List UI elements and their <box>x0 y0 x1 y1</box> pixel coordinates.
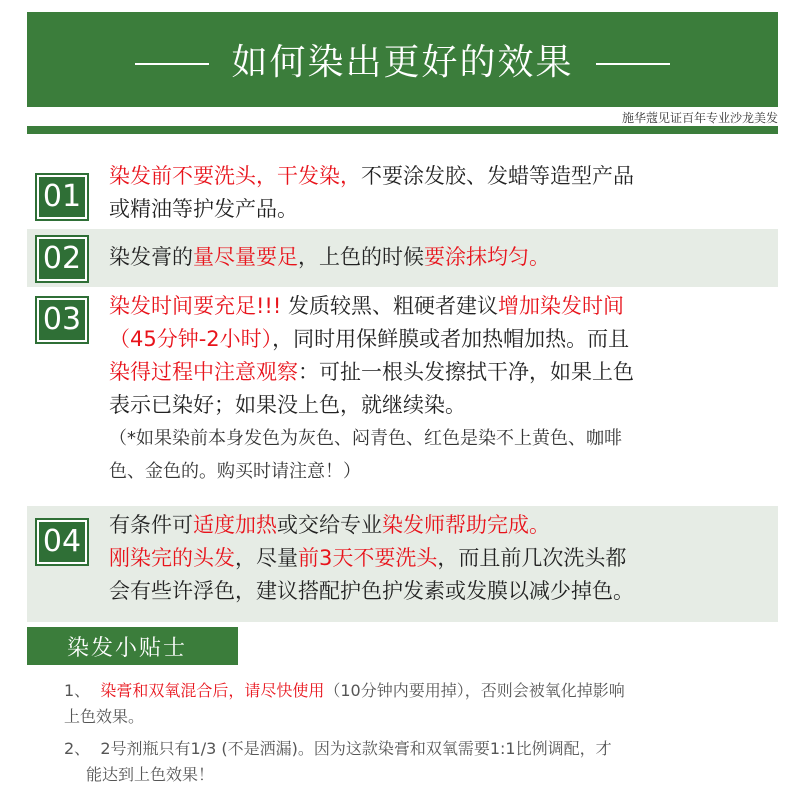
highlight-text: （45分钟-2小时） <box>109 327 273 351</box>
tip-line <box>64 736 774 762</box>
body-text: ，同时用保鲜膜或者加热帽加热。而且 <box>272 327 630 351</box>
body-text: 或交给专业 <box>277 513 382 537</box>
page-title <box>113 34 691 85</box>
body-text: ：可扯一根头发擦拭干净，如果上色 <box>298 360 634 384</box>
tip-text: 2号剂瓶只有1/3 (不是洒漏)。因为这款染膏和双氧需要1:1比例调配，才 <box>100 739 612 758</box>
highlight-text: 染发时间要充足!!! <box>109 294 282 318</box>
step-number-badge: 03 <box>37 298 87 342</box>
step-line <box>109 509 758 542</box>
step-03 <box>27 288 778 500</box>
title-left-line <box>135 63 209 65</box>
tip-line: 上色效果。 <box>64 707 145 726</box>
highlight-text: 染发师帮助完成。 <box>382 513 550 537</box>
step-line <box>109 542 758 575</box>
step-text <box>109 290 758 488</box>
tip-line: 能达到上色效果！ <box>86 765 215 784</box>
body-text: 有条件可 <box>109 513 193 537</box>
step-number-badge: 04 <box>37 520 87 564</box>
brand-tagline: 施华蔻见证百年专业沙龙美发 <box>621 111 778 125</box>
step-line: 或精油等护发产品。 <box>109 197 298 221</box>
highlight-text: 刚染完的头发 <box>109 546 235 570</box>
step-number-badge: 02 <box>37 237 87 281</box>
tip-line <box>64 678 774 704</box>
header-banner <box>27 12 778 107</box>
body-text: 发质较黑、粗硬者建议 <box>281 294 498 318</box>
step-02 <box>27 229 778 287</box>
highlight-text: 适度加热 <box>193 513 277 537</box>
tip-index: 1、 <box>64 681 91 700</box>
note-line: 色、金色的。购买时请注意！） <box>109 461 361 482</box>
body-text: 染发膏的 <box>109 245 193 269</box>
step-line <box>109 356 758 389</box>
step-number-badge: 01 <box>37 175 87 219</box>
tip-item <box>64 678 774 730</box>
highlight-text: 染得过程中注意观察 <box>109 360 298 384</box>
page-title-text: 如何染出更好的效果 <box>231 42 574 83</box>
highlight-text: 增加染发时间 <box>497 294 624 318</box>
step-line: 表示已染好；如果没上色，就继续染。 <box>109 393 466 417</box>
step-text <box>109 509 758 608</box>
header-bottom-band <box>27 126 778 134</box>
tip-index: 2、 <box>64 739 91 758</box>
step-01 <box>27 150 778 228</box>
body-text: ，上色的时候 <box>298 245 424 269</box>
step-line <box>109 160 758 193</box>
step-text <box>109 241 758 274</box>
body-text: ，尽量 <box>235 546 298 570</box>
highlight-text: 要涂抹均匀。 <box>424 245 550 269</box>
step-04 <box>27 506 778 622</box>
highlight-text: 前3天不要洗头 <box>298 546 438 570</box>
tip-item <box>64 736 774 788</box>
step-line <box>109 323 758 356</box>
tips-heading: 染发小贴士 <box>27 627 238 665</box>
body-text: ，而且前几次洗头都 <box>437 546 627 570</box>
body-text: 不要涂发胶、发蜡等造型产品 <box>361 164 634 188</box>
step-line: 会有些许浮色，建议搭配护色护发素或发膜以减少掉色。 <box>109 579 634 603</box>
highlight-text: 量尽量要足 <box>193 245 298 269</box>
title-right-line <box>596 63 670 65</box>
step-line <box>109 290 758 323</box>
note-line: （*如果染前本身发色为灰色、闷青色、红色是染不上黄色、咖啡 <box>109 428 622 449</box>
highlight-text: 染发前不要洗头，干发染， <box>109 164 361 188</box>
step-text <box>109 160 758 226</box>
tip-highlight: 染膏和双氧混合后，请尽快使用 <box>100 681 325 700</box>
tip-text: （10分钟内要用掉），否则会被氧化掉影响 <box>324 681 625 700</box>
